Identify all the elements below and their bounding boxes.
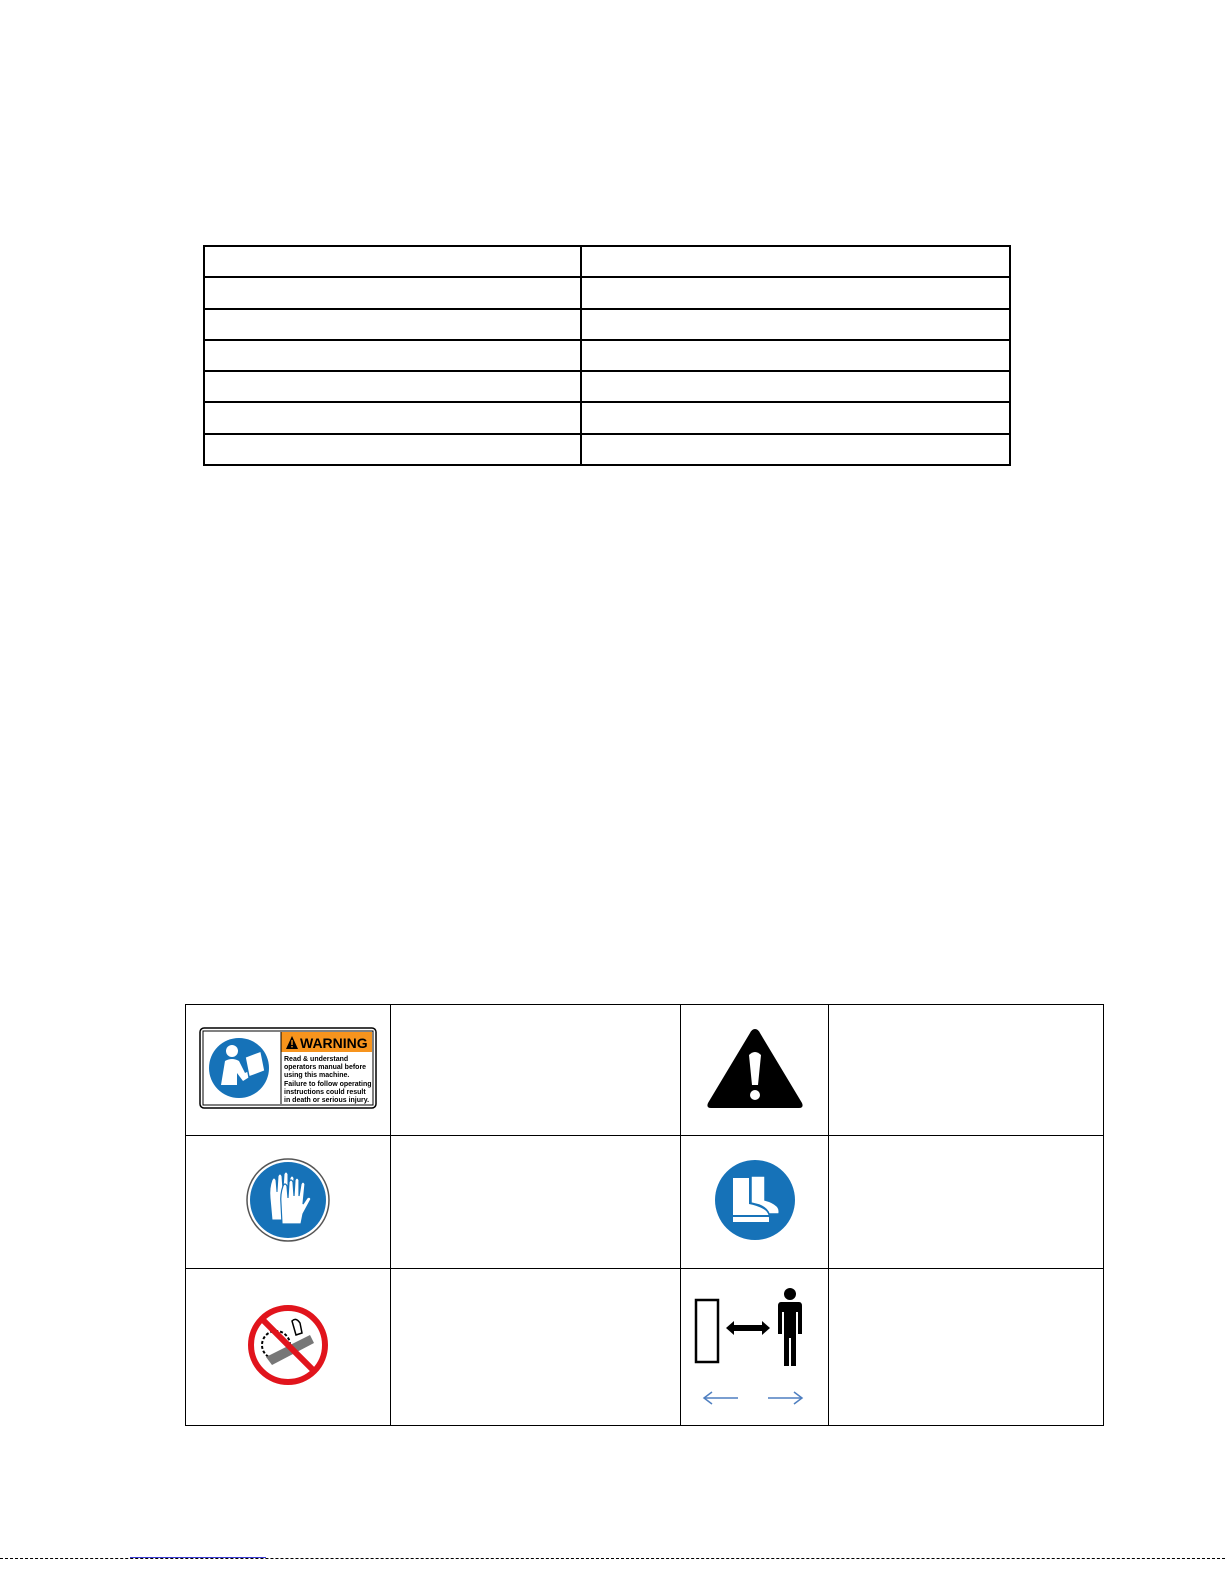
table-row [204, 340, 1010, 371]
footer-link-underline[interactable] [130, 1557, 266, 1558]
table-cell [204, 246, 581, 277]
table-cell [204, 371, 581, 402]
description-cell [391, 1269, 681, 1426]
warning-label-line: in death or serious injury. [284, 1096, 370, 1104]
table-cell [581, 309, 1010, 340]
no-hands-in-blade-icon [248, 1305, 328, 1385]
table-row [204, 402, 1010, 433]
table-row [204, 277, 1010, 308]
table-cell [581, 402, 1010, 433]
symbol-cell [186, 1005, 391, 1136]
table-cell [204, 402, 581, 433]
table-cell [581, 371, 1010, 402]
table-cell [581, 340, 1010, 371]
gloves-icon [246, 1158, 330, 1242]
table-cell [581, 246, 1010, 277]
warning-label-line: using this machine. [284, 1071, 350, 1079]
safety-symbols-table [185, 1004, 1104, 1426]
read-manual-icon [209, 1038, 269, 1098]
table-row [186, 1136, 1104, 1269]
symbol-cell [186, 1136, 391, 1269]
table-cell [581, 277, 1010, 308]
description-cell [391, 1136, 681, 1269]
description-cell [829, 1269, 1104, 1426]
table-cell [204, 434, 581, 465]
keep-distance-icon [690, 1280, 820, 1410]
safety-boots-icon [713, 1158, 797, 1242]
table-cell [581, 434, 1010, 465]
description-cell [391, 1005, 681, 1136]
specification-table [203, 245, 1011, 466]
symbol-cell [186, 1269, 391, 1426]
warning-label-line: Read & understand [284, 1055, 349, 1063]
symbol-cell [681, 1269, 829, 1426]
table-cell [204, 277, 581, 308]
description-cell [829, 1136, 1104, 1269]
alert-triangle-icon [705, 1025, 805, 1111]
table-row [186, 1005, 1104, 1136]
table-cell [204, 309, 581, 340]
symbol-cell [681, 1136, 829, 1269]
table-row [204, 371, 1010, 402]
warning-label-line: operators manual before [284, 1063, 367, 1071]
table-row [204, 309, 1010, 340]
table-row [186, 1269, 1104, 1426]
table-row [204, 434, 1010, 465]
warning-label [199, 1027, 377, 1109]
table-cell [204, 340, 581, 371]
footer-divider [0, 1558, 1225, 1559]
warning-label-header: WARNING [300, 1034, 368, 1051]
warning-label-line: instructions could result [284, 1088, 366, 1096]
table-row [204, 246, 1010, 277]
warning-label-line: Failure to follow operating [284, 1080, 372, 1088]
description-cell [829, 1005, 1104, 1136]
symbol-cell [681, 1005, 829, 1136]
